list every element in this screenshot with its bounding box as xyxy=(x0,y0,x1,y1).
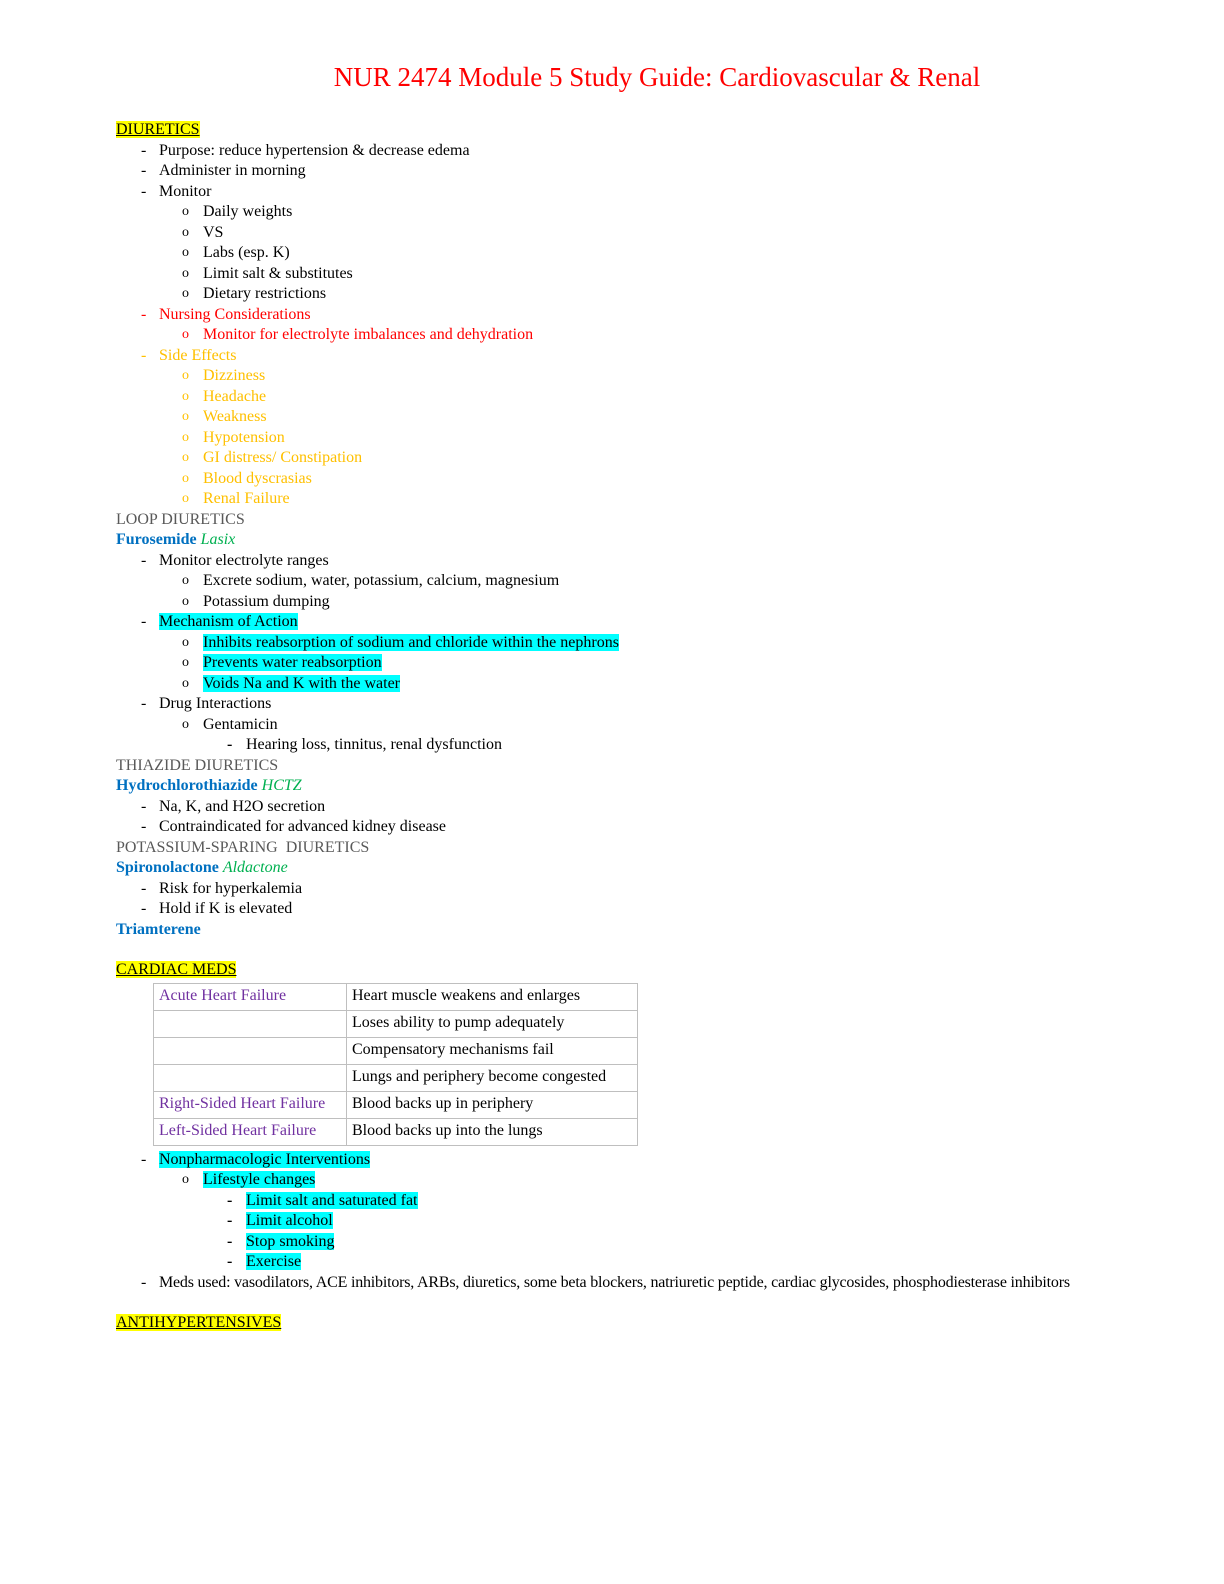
list-item: o VS xyxy=(116,223,1216,244)
square-dash-bullet: - xyxy=(227,736,233,753)
list-item: o Limit salt & substitutes xyxy=(116,264,1216,285)
circle-bullet: o xyxy=(182,593,189,609)
list-item: - Nonpharmacologic Interventions xyxy=(116,1150,1216,1171)
list-item: o Voids Na and K with the water xyxy=(116,674,1216,695)
dash-bullet: - xyxy=(141,797,147,815)
dash-bullet: - xyxy=(141,551,147,569)
brand-name: Lasix xyxy=(200,531,236,548)
circle-bullet: o xyxy=(182,204,189,219)
section-cardiac xyxy=(116,960,1216,981)
list-item: - Drug Interactions xyxy=(116,694,1216,715)
table-row: Lungs and periphery become congested xyxy=(154,1064,638,1091)
list-item: - Na, K, and H2O secretion xyxy=(116,797,1216,818)
list-item: o Gentamicin xyxy=(116,715,1216,736)
section-antihypertensives xyxy=(116,1313,1216,1334)
list-item: o GI distress/ Constipation xyxy=(116,448,1216,469)
list-item: - Exercise xyxy=(116,1252,1216,1273)
list-item: o Hypotension xyxy=(116,428,1216,449)
dash-bullet: - xyxy=(141,818,147,835)
subsection-heading: THIAZIDE DIURETICS xyxy=(116,756,279,774)
list-item: o Headache xyxy=(116,387,1216,408)
section-heading: ANTIHYPERTENSIVES xyxy=(116,1314,282,1331)
dash-bullet: - xyxy=(141,900,147,917)
circle-bullet: o xyxy=(182,265,189,281)
drug-name: Hydrochlorothiazide xyxy=(116,777,258,794)
circle-bullet: o xyxy=(182,409,189,424)
brand-name: HCTZ xyxy=(261,777,302,794)
dash-bullet: - xyxy=(141,162,147,179)
list-item: - Stop smoking xyxy=(116,1232,1216,1253)
list-item: - Administer in morning xyxy=(116,161,1216,182)
dash-bullet: - xyxy=(141,305,147,323)
square-dash-bullet: - xyxy=(227,1253,233,1270)
circle-bullet: o xyxy=(182,450,189,465)
list-item: - Contraindicated for advanced kidney disease xyxy=(116,817,1216,838)
list-item: o Excrete sodium, water, potassium, calcium, magnesium xyxy=(116,571,1216,592)
list-item: - Mechanism of Action xyxy=(116,612,1216,633)
drug-name: Furosemide xyxy=(116,531,197,548)
list-item: - Meds used: vasodilators, ACE inhibitors, ARBs, diuretics, some beta blockers, natriuretic peptide, cardiac glycosides, phosphodiesterase inhibitors xyxy=(116,1273,1216,1294)
drug-name: Triamterene xyxy=(116,920,201,938)
drug-name-line xyxy=(116,530,1216,551)
table-row: Left-Sided Heart Failure Blood backs up into the lungs xyxy=(154,1118,638,1145)
section-heading: DIURETICS xyxy=(116,121,200,138)
circle-bullet: o xyxy=(182,286,189,301)
square-dash-bullet: - xyxy=(227,1191,233,1209)
circle-bullet: o xyxy=(182,716,189,732)
list-item: o Blood dyscrasias xyxy=(116,469,1216,490)
document-title: NUR 2474 Module 5 Study Guide: Cardiovascular & Renal xyxy=(333,62,981,92)
subsection-heading: LOOP DIURETICS xyxy=(116,510,245,528)
circle-bullet: o xyxy=(182,245,189,260)
brand-name: Aldactone xyxy=(222,859,288,876)
section-diuretics xyxy=(116,120,1216,141)
list-item: - Hearing loss, tinnitus, renal dysfunction xyxy=(116,735,1216,756)
table-row: Loses ability to pump adequately xyxy=(154,1010,638,1037)
list-item: - Monitor xyxy=(116,182,1216,203)
circle-bullet: o xyxy=(182,634,189,650)
dash-bullet: - xyxy=(141,182,147,200)
dash-bullet: - xyxy=(141,346,147,364)
list-item: o Dizziness xyxy=(116,366,1216,387)
dash-bullet: - xyxy=(141,879,147,897)
section-heading: CARDIAC MEDS xyxy=(116,961,237,978)
list-item: o Renal Failure xyxy=(116,489,1216,510)
circle-bullet: o xyxy=(182,224,189,240)
dash-bullet: - xyxy=(141,141,147,159)
document-body xyxy=(116,120,1216,1334)
square-dash-bullet: - xyxy=(227,1212,233,1229)
list-item: o Prevents water reabsorption xyxy=(116,653,1216,674)
drug-name: Spironolactone xyxy=(116,859,219,876)
drug-name-line xyxy=(116,858,1216,879)
list-item: - Hold if K is elevated xyxy=(116,899,1216,920)
list-item: - Risk for hyperkalemia xyxy=(116,879,1216,900)
list-item: - Monitor electrolyte ranges xyxy=(116,551,1216,572)
circle-bullet: o xyxy=(182,1172,189,1187)
list-item: - Side Effects xyxy=(116,346,1216,367)
table-row: Acute Heart Failure Heart muscle weakens and enlarges xyxy=(154,983,638,1010)
circle-bullet: o xyxy=(182,429,189,445)
list-item: o Monitor for electrolyte imbalances and dehydration xyxy=(116,325,1216,346)
table-row: Compensatory mechanisms fail xyxy=(154,1037,638,1064)
drug-name-line xyxy=(116,776,1216,797)
list-item: - Limit alcohol xyxy=(116,1211,1216,1232)
drug-name-line xyxy=(116,920,1216,941)
circle-bullet: o xyxy=(182,327,189,342)
circle-bullet: o xyxy=(182,655,189,670)
list-item: - Nursing Considerations xyxy=(116,305,1216,326)
dash-bullet: - xyxy=(141,613,147,630)
list-item: o Dietary restrictions xyxy=(116,284,1216,305)
dash-bullet: - xyxy=(141,1150,147,1168)
circle-bullet: o xyxy=(182,573,189,588)
list-item: o Inhibits reabsorption of sodium and chloride within the nephrons xyxy=(116,633,1216,654)
dash-bullet: - xyxy=(141,695,147,712)
circle-bullet: o xyxy=(182,368,189,383)
list-item: o Labs (esp. K) xyxy=(116,243,1216,264)
dash-bullet: - xyxy=(141,1273,147,1291)
list-item: o Daily weights xyxy=(116,202,1216,223)
list-item: o Weakness xyxy=(116,407,1216,428)
list-item: o Potassium dumping xyxy=(116,592,1216,613)
circle-bullet: o xyxy=(182,470,189,486)
list-item: - Limit salt and saturated fat xyxy=(116,1191,1216,1212)
circle-bullet: o xyxy=(182,491,189,506)
heart-failure-table xyxy=(153,983,638,1146)
list-item: o Lifestyle changes xyxy=(116,1170,1216,1191)
list-item: - Purpose: reduce hypertension & decrease edema xyxy=(116,141,1216,162)
subsection-heading: POTASSIUM-SPARING DIURETICS xyxy=(116,838,370,856)
circle-bullet: o xyxy=(182,675,189,691)
table-row: Right-Sided Heart Failure Blood backs up in periphery xyxy=(154,1091,638,1118)
square-dash-bullet: - xyxy=(227,1232,233,1250)
circle-bullet: o xyxy=(182,388,189,404)
